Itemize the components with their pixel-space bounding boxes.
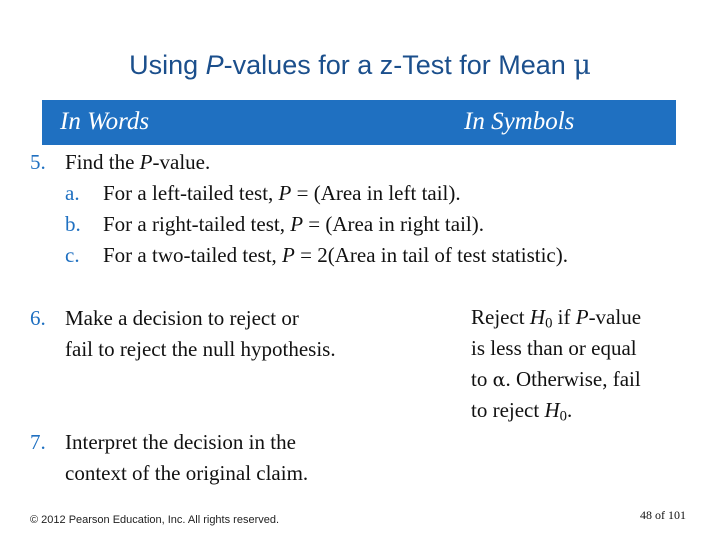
symbols-line-1 xyxy=(471,304,641,330)
page-number: 48 of 101 xyxy=(640,508,686,522)
step-6-line-2: fail to reject the null hypothesis. xyxy=(65,337,336,361)
item-c-p: P xyxy=(282,243,295,267)
symbols-l4-pre: to reject xyxy=(471,398,545,422)
item-b-letter: b. xyxy=(65,212,81,236)
symbols-line-2: is less than or equal xyxy=(471,336,637,360)
item-b-post: = (Area in right tail). xyxy=(303,212,484,236)
item-b-text xyxy=(103,211,484,237)
step-5-item-c xyxy=(65,242,568,268)
step-7-text-1: Interpret the decision in the xyxy=(65,430,296,454)
header-in-words: In Words xyxy=(60,108,150,135)
symbols-h0-h: H xyxy=(529,305,546,329)
symbols-l1-p: P xyxy=(575,305,589,329)
step-7-number: 7. xyxy=(30,430,46,454)
step-6-number: 6. xyxy=(30,306,46,330)
symbols-l3-pre: to xyxy=(471,367,493,391)
item-a-post: = (Area in left tail). xyxy=(291,181,461,205)
symbols-alpha: α xyxy=(492,369,506,391)
step-7-line-2: context of the original claim. xyxy=(65,461,309,485)
item-a-letter: a. xyxy=(65,181,80,205)
step-5-text-b: -value. xyxy=(152,150,211,174)
item-a-pre: For a left-tailed test, xyxy=(103,181,279,205)
symbols-h0-sub: 0 xyxy=(545,315,553,332)
step-5-item-a xyxy=(65,180,461,206)
symbols-l4-post: . xyxy=(566,398,573,422)
item-b-pre: For a right-tailed test, xyxy=(103,212,291,236)
symbols-l3-post: . Otherwise, fail xyxy=(505,367,641,391)
title-mu-symbol: μ xyxy=(573,50,591,81)
step-5-line xyxy=(30,149,211,175)
title-rest: -values for a z-Test for Mean xyxy=(223,50,574,80)
step-5-text xyxy=(65,149,210,175)
symbols-l1-mid: if xyxy=(552,305,576,329)
item-b-p: P xyxy=(290,212,304,236)
step-5-p: P xyxy=(139,150,153,174)
step-6-text-1: Make a decision to reject or xyxy=(65,306,299,330)
item-c-pre: For a two-tailed test, xyxy=(103,243,283,267)
step-6-line-1 xyxy=(30,305,299,331)
item-a-p: P xyxy=(278,181,292,205)
item-c-post: = 2(Area in tail of test statistic). xyxy=(294,243,568,267)
step-5-text-a: Find the xyxy=(65,150,140,174)
step-5-item-b xyxy=(65,211,484,237)
symbols-l4-h: H xyxy=(544,398,560,422)
symbols-l4-sub: 0 xyxy=(559,408,567,425)
symbols-l1-pre: Reject xyxy=(471,305,530,329)
symbols-l1-post: -value xyxy=(588,305,642,329)
step-7-line-1 xyxy=(30,429,296,455)
item-a-text xyxy=(103,180,461,206)
header-in-symbols: In Symbols xyxy=(464,108,575,135)
symbols-line-4 xyxy=(471,397,572,423)
title-p-italic: P xyxy=(205,50,224,80)
copyright-notice: © 2012 Pearson Education, Inc. All rights reserved. xyxy=(30,514,280,526)
item-c-text xyxy=(103,242,568,268)
symbols-line-3 xyxy=(471,366,641,393)
step-5-number: 5. xyxy=(30,150,46,174)
slide-title xyxy=(0,50,720,81)
title-prefix: Using xyxy=(129,50,206,80)
column-header-bar xyxy=(42,100,676,145)
item-c-letter: c. xyxy=(65,243,80,267)
